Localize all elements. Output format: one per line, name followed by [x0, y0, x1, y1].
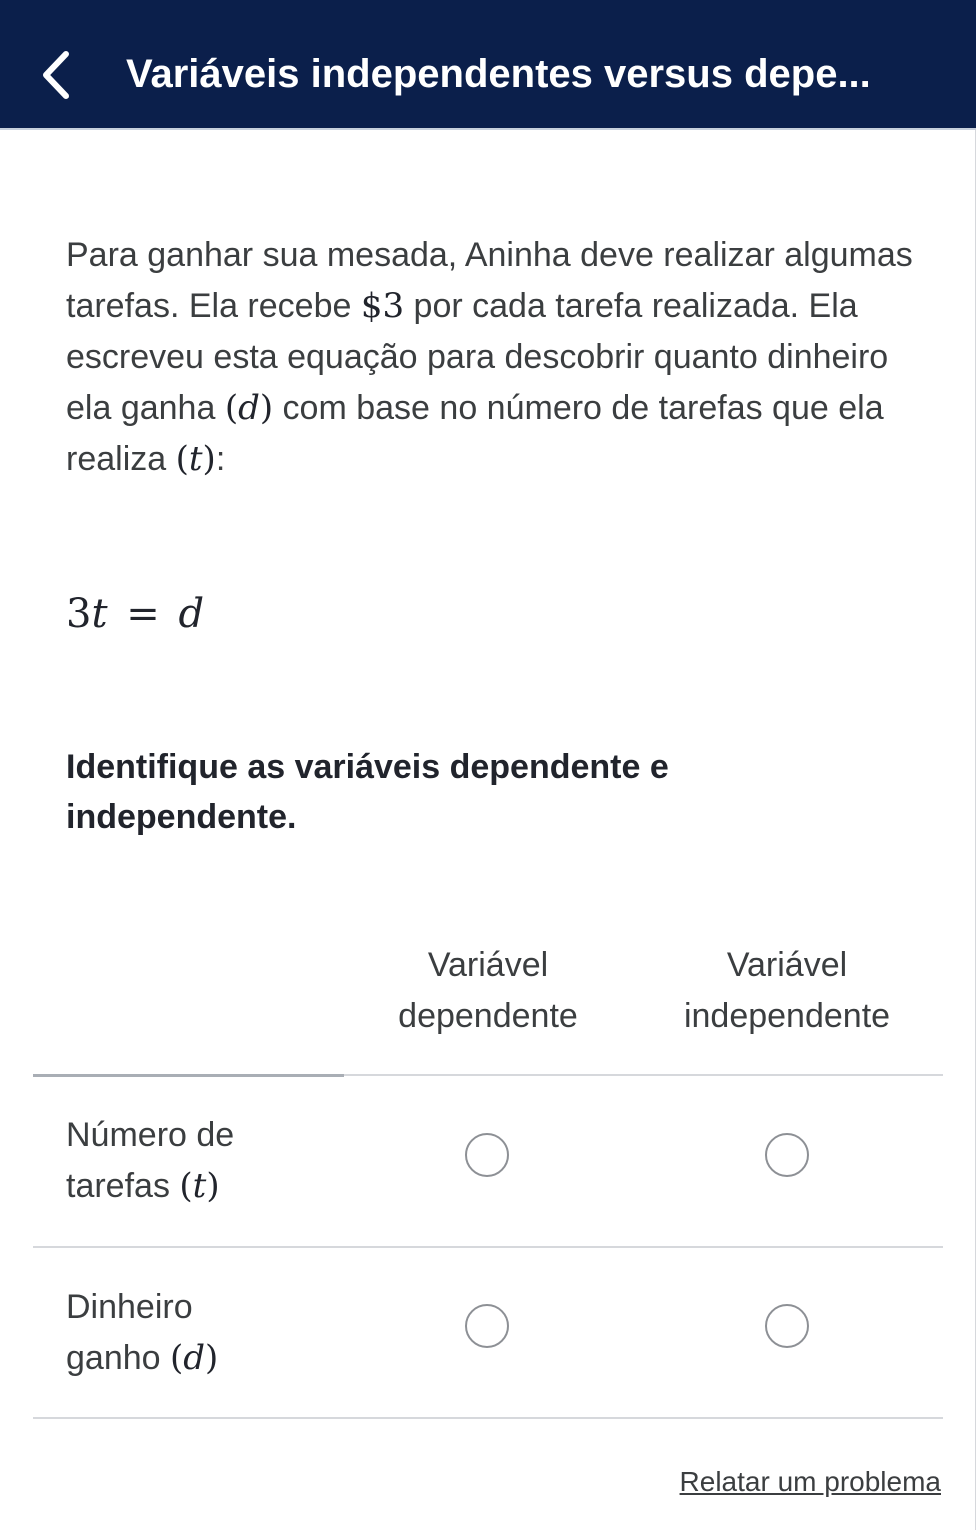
problem-text-1: Para ganhar sua mesada, Aninha deve realizar algumas tarefas. Ela recebe — [66, 236, 913, 325]
radio-tarefas-independent[interactable] — [765, 1133, 809, 1177]
equation-var-t: t — [91, 591, 108, 637]
column-header-line: Variável — [726, 946, 848, 984]
row-label-line: Número de — [66, 1116, 235, 1154]
row-label-tarefas — [66, 1110, 336, 1212]
money-amount: $3 — [360, 286, 405, 326]
back-button[interactable] — [34, 44, 84, 106]
table-divider-accent — [33, 1074, 344, 1077]
radio-dinheiro-dependent[interactable] — [465, 1304, 509, 1348]
report-problem-link[interactable]: Relatar um problema — [679, 1466, 941, 1497]
equation-var-d: d — [178, 591, 205, 637]
row-label-line: Dinheiro — [66, 1288, 193, 1326]
chevron-left-icon — [34, 44, 84, 106]
equation — [66, 586, 204, 642]
problem-text-2: por cada tarefa realizada. Ela escreveu esta equação para descobrir quanto dinheiro ela ganha — [66, 287, 889, 427]
equation-coef: 3 — [66, 591, 92, 637]
radio-dinheiro-independent[interactable] — [765, 1304, 809, 1348]
column-header-line: dependente — [398, 997, 578, 1035]
problem-statement: Para ganhar sua mesada, Aninha deve realizar algumas tarefas. Ela recebe $3 por cada tarefa realizada. Ela escreveu esta equação para descobrir quanto dinheiro ela ganha (d) com base no número de tarefas que ela realiza (t): — [66, 236, 913, 479]
column-header-dependent — [338, 940, 638, 1042]
equation-op: = — [126, 591, 160, 637]
row-label-line: tarefas (t) — [66, 1166, 220, 1206]
column-header-independent — [637, 940, 937, 1042]
table-divider — [33, 1417, 943, 1419]
row-label-line: ganho (d) — [66, 1338, 219, 1378]
top-bar — [0, 0, 976, 130]
column-header-line: Variável — [427, 946, 549, 984]
radio-tarefas-dependent[interactable] — [465, 1133, 509, 1177]
problem-text-3: com base no número de tarefas que ela realiza — [66, 389, 884, 478]
exercise-content — [0, 130, 976, 1530]
problem-text-4: : — [215, 440, 226, 478]
variable-d: d — [238, 388, 260, 428]
table-divider — [33, 1246, 943, 1248]
page-title: Variáveis independentes versus depe... — [126, 52, 871, 96]
variable-t: t — [188, 439, 203, 479]
question-prompt: Identifique as variáveis dependente e independente. — [66, 748, 669, 836]
row-label-dinheiro — [66, 1282, 336, 1384]
column-header-line: independente — [683, 997, 891, 1035]
